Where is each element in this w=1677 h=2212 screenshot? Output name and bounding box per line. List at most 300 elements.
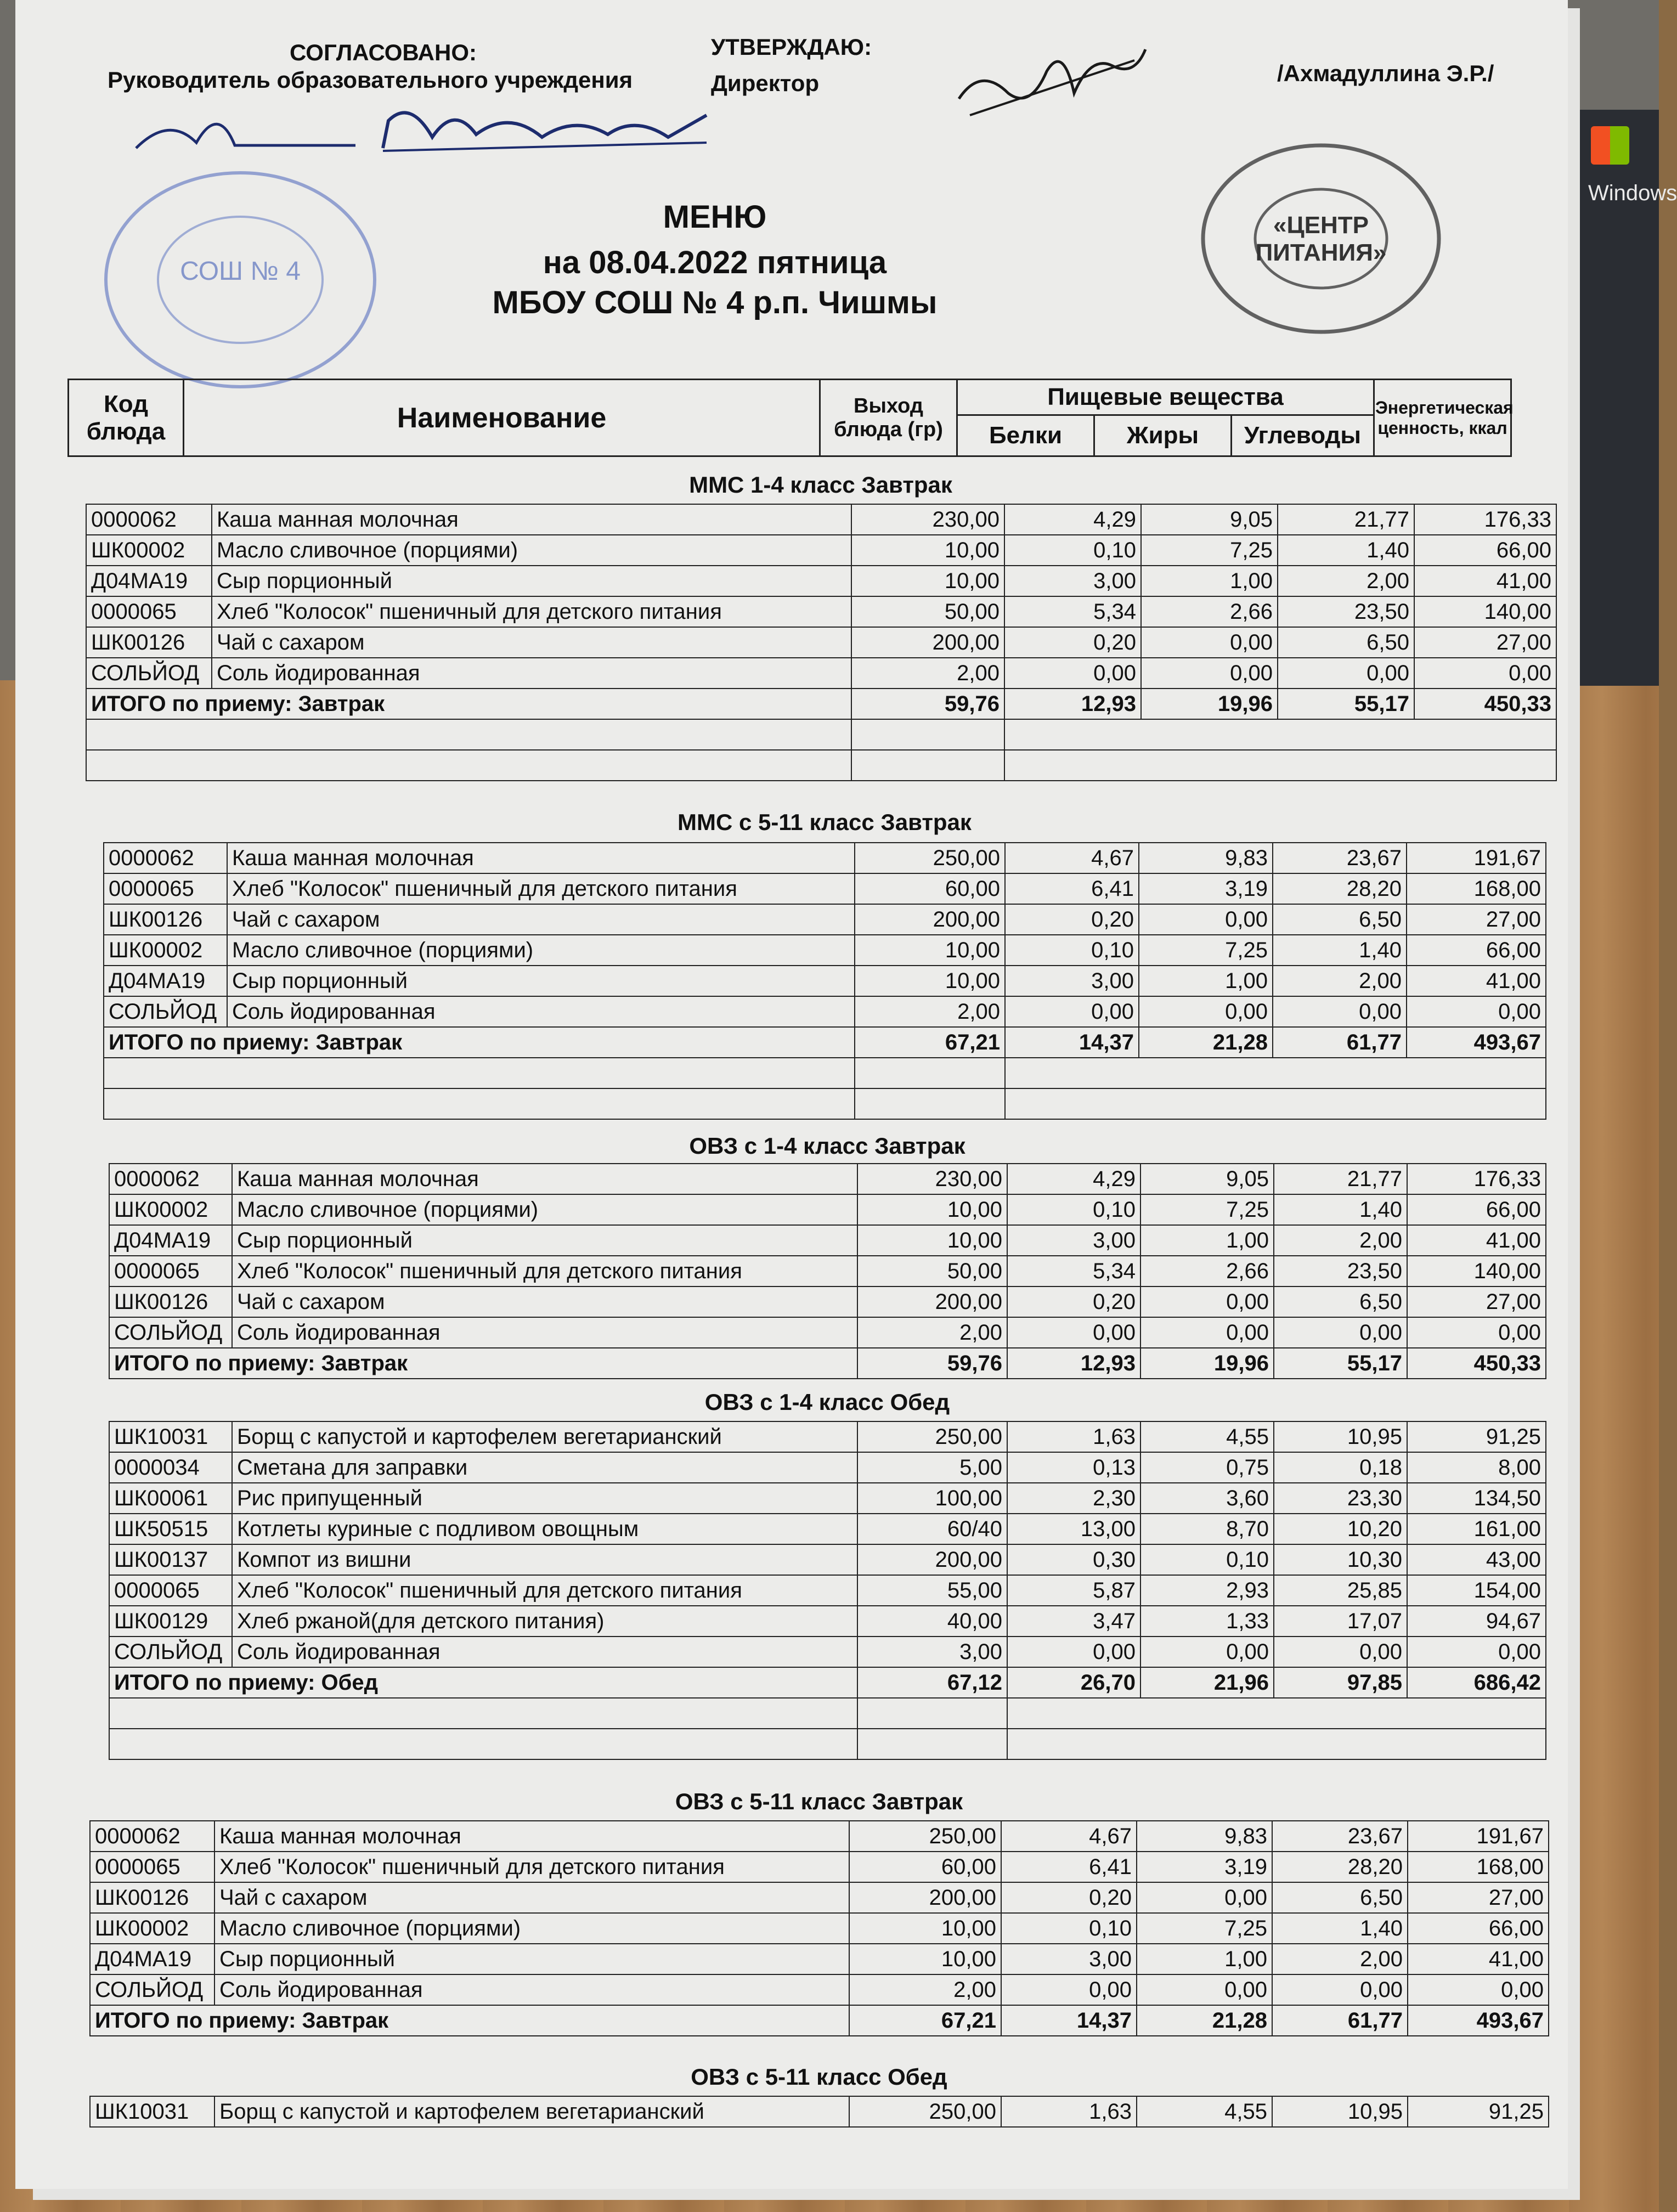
dish-carbs: 10,20	[1274, 1514, 1407, 1544]
dish-yield: 250,00	[855, 843, 1005, 873]
total-row	[109, 1348, 1546, 1379]
dish-protein: 6,41	[1005, 873, 1139, 904]
dish-fat: 2,66	[1141, 596, 1278, 627]
dish-name: Соль йодированная	[232, 1317, 857, 1348]
dish-code: ШК00002	[109, 1194, 232, 1225]
dish-fat: 2,66	[1140, 1256, 1274, 1286]
dish-energy: 41,00	[1407, 1225, 1546, 1256]
dish-energy: 140,00	[1414, 596, 1556, 627]
stamp-right-text-top: «ЦЕНТР	[1273, 212, 1369, 239]
dish-code: СОЛЬЙОД	[104, 996, 227, 1027]
dish-protein: 0,10	[1005, 935, 1139, 966]
table-row	[86, 535, 1556, 566]
dish-protein: 0,00	[1004, 658, 1141, 689]
dish-carbs: 25,85	[1274, 1575, 1407, 1606]
table-row	[109, 1194, 1546, 1225]
dish-name: Борщ с капустой и картофелем вегетарианский	[214, 2096, 849, 2127]
col-fat: Жиры	[1094, 415, 1232, 456]
dish-yield: 10,00	[851, 535, 1004, 566]
dish-name: Чай с сахаром	[214, 1882, 849, 1913]
dish-code: ШК00126	[86, 627, 212, 658]
dish-name: Хлеб ржаной(для детского питания)	[232, 1606, 857, 1637]
dish-yield: 230,00	[851, 504, 1004, 535]
dish-name: Сметана для заправки	[232, 1452, 857, 1483]
dish-yield: 10,00	[857, 1225, 1007, 1256]
dish-name: Сыр порционный	[232, 1225, 857, 1256]
dish-name: Масло сливочное (порциями)	[227, 935, 855, 966]
table-row	[86, 658, 1556, 689]
dish-fat: 0,00	[1141, 658, 1278, 689]
dish-name: Чай с сахаром	[212, 627, 851, 658]
dish-protein: 0,20	[1007, 1286, 1140, 1317]
dish-name: Хлеб "Колосок" пшеничный для детского питания	[212, 596, 851, 627]
total-yield: 67,21	[849, 2005, 1001, 2036]
dish-yield: 10,00	[851, 566, 1004, 596]
empty-row	[104, 1058, 1546, 1088]
total-fat: 19,96	[1140, 1348, 1274, 1379]
dish-fat: 4,55	[1140, 1421, 1274, 1452]
dish-yield: 200,00	[855, 904, 1005, 935]
dish-protein: 0,00	[1007, 1317, 1140, 1348]
dish-carbs: 23,50	[1278, 596, 1414, 627]
dish-name: Хлеб "Колосок" пшеничный для детского питания	[227, 873, 855, 904]
dish-energy: 168,00	[1408, 1852, 1549, 1882]
empty-row	[109, 1698, 1546, 1729]
dish-energy: 176,33	[1414, 504, 1556, 535]
dish-protein: 2,30	[1007, 1483, 1140, 1514]
total-row	[90, 2005, 1549, 2036]
approve-label: УТВЕРЖДАЮ:	[711, 34, 872, 60]
dish-code: ШК00002	[90, 1913, 214, 1944]
dish-fat: 3,60	[1140, 1483, 1274, 1514]
dish-code: 0000062	[86, 504, 212, 535]
dish-carbs: 21,77	[1274, 1164, 1407, 1194]
dish-name: Чай с сахаром	[227, 904, 855, 935]
table-row	[90, 1852, 1549, 1882]
dish-fat: 0,00	[1140, 1637, 1274, 1667]
dish-protein: 6,41	[1001, 1852, 1137, 1882]
dish-energy: 27,00	[1407, 904, 1546, 935]
table-row	[90, 1944, 1549, 1974]
dish-yield: 2,00	[857, 1317, 1007, 1348]
total-yield: 67,12	[857, 1667, 1007, 1698]
dish-carbs: 1,40	[1274, 1194, 1407, 1225]
dish-name: Каша манная молочная	[214, 1821, 849, 1852]
total-row	[86, 689, 1556, 719]
col-name: Наименование	[184, 380, 820, 456]
dish-yield: 100,00	[857, 1483, 1007, 1514]
section-title: ОВЗ с 1-4 класс Завтрак	[689, 1133, 965, 1159]
dish-protein: 0,20	[1001, 1882, 1137, 1913]
dish-fat: 0,00	[1140, 1317, 1274, 1348]
dish-code: ШК00002	[104, 935, 227, 966]
director-label: Директор	[711, 70, 820, 96]
dish-fat: 3,19	[1137, 1852, 1272, 1882]
dish-energy: 176,33	[1407, 1164, 1546, 1194]
total-label: ИТОГО по приему: Завтрак	[109, 1348, 857, 1379]
column-header	[67, 379, 1512, 457]
section-table	[89, 2096, 1549, 2128]
total-energy: 686,42	[1407, 1667, 1546, 1698]
dish-yield: 230,00	[857, 1164, 1007, 1194]
dish-energy: 41,00	[1407, 966, 1546, 996]
dish-protein: 0,30	[1007, 1544, 1140, 1575]
dish-carbs: 23,67	[1272, 1821, 1408, 1852]
dish-carbs: 6,50	[1273, 904, 1407, 935]
section-title: ММС с 5-11 класс Завтрак	[677, 809, 972, 835]
dish-fat: 3,19	[1139, 873, 1273, 904]
dish-energy: 91,25	[1408, 2096, 1549, 2127]
dish-fat: 9,83	[1139, 843, 1273, 873]
windows-label: Windows	[1588, 181, 1677, 205]
dish-energy: 91,25	[1407, 1421, 1546, 1452]
dish-fat: 8,70	[1140, 1514, 1274, 1544]
dish-protein: 5,34	[1007, 1256, 1140, 1286]
dish-carbs: 28,20	[1272, 1852, 1408, 1882]
dish-fat: 0,00	[1137, 1882, 1272, 1913]
dish-name: Хлеб "Колосок" пшеничный для детского питания	[232, 1256, 857, 1286]
dish-yield: 200,00	[851, 627, 1004, 658]
stamp-right-text-bottom: ПИТАНИЯ»	[1255, 239, 1387, 266]
dish-carbs: 6,50	[1272, 1882, 1408, 1913]
total-yield: 59,76	[857, 1348, 1007, 1379]
stamp-left-text: СОШ № 4	[180, 257, 301, 286]
dish-fat: 4,55	[1137, 2096, 1272, 2127]
dish-code: ШК00002	[86, 535, 212, 566]
dish-yield: 50,00	[851, 596, 1004, 627]
dish-fat: 7,25	[1139, 935, 1273, 966]
dish-code: ШК00137	[109, 1544, 232, 1575]
dish-fat: 9,05	[1140, 1164, 1274, 1194]
dish-protein: 4,67	[1005, 843, 1139, 873]
dish-yield: 200,00	[857, 1544, 1007, 1575]
dish-fat: 0,75	[1140, 1452, 1274, 1483]
dish-code: Д04МА19	[104, 966, 227, 996]
dish-carbs: 23,30	[1274, 1483, 1407, 1514]
total-row	[104, 1027, 1546, 1058]
table-row	[104, 843, 1546, 873]
dish-carbs: 1,40	[1272, 1913, 1408, 1944]
dish-protein: 0,10	[1007, 1194, 1140, 1225]
table-row	[86, 504, 1556, 535]
dish-energy: 66,00	[1414, 535, 1556, 566]
dish-protein: 4,29	[1007, 1164, 1140, 1194]
table-row	[109, 1164, 1546, 1194]
dish-yield: 60,00	[849, 1852, 1001, 1882]
dish-carbs: 2,00	[1274, 1225, 1407, 1256]
total-carbs: 55,17	[1274, 1348, 1407, 1379]
dish-carbs: 2,00	[1273, 966, 1407, 996]
total-label: ИТОГО по приему: Завтрак	[90, 2005, 849, 2036]
dish-carbs: 28,20	[1273, 873, 1407, 904]
dish-energy: 0,00	[1408, 1974, 1549, 2005]
dish-code: Д04МА19	[109, 1225, 232, 1256]
dish-energy: 41,00	[1408, 1944, 1549, 1974]
dish-yield: 250,00	[857, 1421, 1007, 1452]
table-row	[109, 1483, 1546, 1514]
dish-name: Каша манная молочная	[232, 1164, 857, 1194]
dish-fat: 1,00	[1140, 1225, 1274, 1256]
menu-page	[15, 0, 1568, 2189]
table-row	[90, 1913, 1549, 1944]
dish-code: СОЛЬЙОД	[86, 658, 212, 689]
table-row	[109, 1256, 1546, 1286]
dish-carbs: 0,00	[1274, 1637, 1407, 1667]
col-carbs: Углеводы	[1232, 415, 1374, 456]
dish-name: Масло сливочное (порциями)	[212, 535, 851, 566]
dish-name: Соль йодированная	[212, 658, 851, 689]
table-row	[109, 1286, 1546, 1317]
dish-carbs: 0,00	[1273, 996, 1407, 1027]
table-row	[109, 1317, 1546, 1348]
dish-code: 0000062	[90, 1821, 214, 1852]
table-row	[104, 873, 1546, 904]
dish-code: 0000062	[109, 1164, 232, 1194]
total-label: ИТОГО по приему: Завтрак	[104, 1027, 855, 1058]
total-yield: 67,21	[855, 1027, 1005, 1058]
section-table	[89, 1820, 1549, 2036]
total-protein: 14,37	[1001, 2005, 1137, 2036]
total-energy: 493,67	[1408, 2005, 1549, 2036]
dish-carbs: 0,00	[1272, 1974, 1408, 2005]
dish-energy: 161,00	[1407, 1514, 1546, 1544]
dish-fat: 0,00	[1137, 1974, 1272, 2005]
dish-energy: 191,67	[1407, 843, 1546, 873]
dish-name: Масло сливочное (порциями)	[214, 1913, 849, 1944]
dish-fat: 0,00	[1139, 996, 1273, 1027]
dish-fat: 0,10	[1140, 1544, 1274, 1575]
dish-protein: 0,20	[1004, 627, 1141, 658]
dish-code: 0000062	[104, 843, 227, 873]
dish-code: Д04МА19	[90, 1944, 214, 1974]
dish-energy: 27,00	[1414, 627, 1556, 658]
total-label: ИТОГО по приему: Завтрак	[86, 689, 851, 719]
dish-protein: 5,87	[1007, 1575, 1140, 1606]
dish-energy: 0,00	[1407, 1317, 1546, 1348]
dish-fat: 9,83	[1137, 1821, 1272, 1852]
dish-energy: 66,00	[1407, 1194, 1546, 1225]
total-carbs: 61,77	[1273, 1027, 1407, 1058]
dish-code: 0000065	[86, 596, 212, 627]
dish-name: Каша манная молочная	[227, 843, 855, 873]
dish-protein: 5,34	[1004, 596, 1141, 627]
windows-logo-icon	[1591, 126, 1629, 165]
section-title: ММС 1-4 класс Завтрак	[689, 472, 952, 498]
dish-code: Д04МА19	[86, 566, 212, 596]
dish-code: СОЛЬЙОД	[109, 1637, 232, 1667]
dish-energy: 191,67	[1408, 1821, 1549, 1852]
section-table	[109, 1421, 1546, 1760]
dish-yield: 10,00	[849, 1944, 1001, 1974]
table-row	[86, 627, 1556, 658]
dish-fat: 7,25	[1140, 1194, 1274, 1225]
total-protein: 26,70	[1007, 1667, 1140, 1698]
dish-fat: 1,00	[1141, 566, 1278, 596]
dish-yield: 3,00	[857, 1637, 1007, 1667]
signature-left	[125, 82, 718, 165]
total-energy: 450,33	[1414, 689, 1556, 719]
dish-yield: 5,00	[857, 1452, 1007, 1483]
empty-row	[86, 750, 1556, 781]
empty-row	[86, 719, 1556, 750]
total-carbs: 55,17	[1278, 689, 1414, 719]
dish-protein: 0,00	[1001, 1974, 1137, 2005]
dish-protein: 13,00	[1007, 1514, 1140, 1544]
section-title: ОВЗ с 5-11 класс Завтрак	[675, 1788, 963, 1814]
table-row	[109, 1637, 1546, 1667]
dish-yield: 200,00	[857, 1286, 1007, 1317]
dish-yield: 10,00	[857, 1194, 1007, 1225]
col-yield: Выход блюда (гр)	[820, 380, 957, 456]
dish-yield: 40,00	[857, 1606, 1007, 1637]
dish-name: Котлеты куриные с подливом овощным	[232, 1514, 857, 1544]
dish-code: ШК00126	[90, 1882, 214, 1913]
dish-code: ШК10031	[90, 2096, 214, 2127]
dish-name: Компот из вишни	[232, 1544, 857, 1575]
dish-name: Хлеб "Колосок" пшеничный для детского питания	[214, 1852, 849, 1882]
table-row	[109, 1421, 1546, 1452]
dish-yield: 250,00	[849, 1821, 1001, 1852]
total-row	[109, 1667, 1546, 1698]
total-label: ИТОГО по приему: Обед	[109, 1667, 857, 1698]
dish-yield: 2,00	[849, 1974, 1001, 2005]
dish-carbs: 23,67	[1273, 843, 1407, 873]
dish-protein: 0,13	[1007, 1452, 1140, 1483]
dish-energy: 66,00	[1407, 935, 1546, 966]
dish-code: 0000065	[109, 1256, 232, 1286]
dish-name: Соль йодированная	[232, 1637, 857, 1667]
dish-fat: 1,33	[1140, 1606, 1274, 1637]
table-row	[104, 904, 1546, 935]
dish-protein: 3,00	[1007, 1225, 1140, 1256]
dish-fat: 1,00	[1139, 966, 1273, 996]
dish-protein: 1,63	[1001, 2096, 1137, 2127]
section-table	[86, 504, 1557, 781]
dish-name: Борщ с капустой и картофелем вегетарианский	[232, 1421, 857, 1452]
school-name: МБОУ СОШ № 4 р.п. Чишмы	[492, 285, 938, 320]
dish-yield: 50,00	[857, 1256, 1007, 1286]
dish-carbs: 2,00	[1272, 1944, 1408, 1974]
dish-code: СОЛЬЙОД	[109, 1317, 232, 1348]
dish-yield: 60/40	[857, 1514, 1007, 1544]
dish-fat: 0,00	[1139, 904, 1273, 935]
menu-title: МЕНЮ	[663, 199, 767, 235]
dish-energy: 168,00	[1407, 873, 1546, 904]
dish-fat: 2,93	[1140, 1575, 1274, 1606]
dish-code: 0000065	[109, 1575, 232, 1606]
menu-date: на 08.04.2022 пятница	[543, 245, 887, 280]
dish-carbs: 23,50	[1274, 1256, 1407, 1286]
total-protein: 12,93	[1004, 689, 1141, 719]
dish-fat: 0,00	[1140, 1286, 1274, 1317]
dish-code: 0000065	[90, 1852, 214, 1882]
table-row	[86, 596, 1556, 627]
table-row	[109, 1575, 1546, 1606]
table-row	[109, 1225, 1546, 1256]
dish-protein: 0,20	[1005, 904, 1139, 935]
dish-protein: 3,00	[1001, 1944, 1137, 1974]
table-row	[109, 1544, 1546, 1575]
col-energy: Энергетическая ценность, ккал	[1374, 380, 1511, 456]
dish-fat: 1,00	[1137, 1944, 1272, 1974]
table-row	[90, 1882, 1549, 1913]
total-carbs: 61,77	[1272, 2005, 1408, 2036]
section-table	[109, 1163, 1546, 1379]
dish-name: Рис припущенный	[232, 1483, 857, 1514]
col-nutrients: Пищевые вещества	[957, 380, 1374, 415]
dish-energy: 41,00	[1414, 566, 1556, 596]
agreed-label: СОГЛАСОВАНО:	[290, 40, 477, 65]
dish-carbs: 10,95	[1274, 1421, 1407, 1452]
table-row	[104, 966, 1546, 996]
dish-carbs: 21,77	[1278, 504, 1414, 535]
dish-name: Соль йодированная	[214, 1974, 849, 2005]
dish-protein: 0,00	[1005, 996, 1139, 1027]
dish-protein: 3,47	[1007, 1606, 1140, 1637]
total-fat: 19,96	[1141, 689, 1278, 719]
dish-carbs: 10,30	[1274, 1544, 1407, 1575]
dish-name: Каша манная молочная	[212, 504, 851, 535]
dish-energy: 8,00	[1407, 1452, 1546, 1483]
dish-carbs: 0,00	[1278, 658, 1414, 689]
dish-carbs: 6,50	[1274, 1286, 1407, 1317]
dish-carbs: 0,00	[1274, 1317, 1407, 1348]
dish-energy: 140,00	[1407, 1256, 1546, 1286]
dish-energy: 0,00	[1407, 996, 1546, 1027]
section-title: ОВЗ с 1-4 класс Обед	[704, 1389, 950, 1415]
dish-name: Хлеб "Колосок" пшеничный для детского питания	[232, 1575, 857, 1606]
dish-code: 0000065	[104, 873, 227, 904]
dish-name: Сыр порционный	[214, 1944, 849, 1974]
dish-fat: 7,25	[1141, 535, 1278, 566]
dish-energy: 0,00	[1414, 658, 1556, 689]
table-row	[104, 935, 1546, 966]
dish-code: ШК50515	[109, 1514, 232, 1544]
table-row	[104, 996, 1546, 1027]
dish-code: ШК00129	[109, 1606, 232, 1637]
dish-energy: 66,00	[1408, 1913, 1549, 1944]
total-energy: 450,33	[1407, 1348, 1546, 1379]
dish-energy: 134,50	[1407, 1483, 1546, 1514]
dish-protein: 0,00	[1007, 1637, 1140, 1667]
dish-yield: 55,00	[857, 1575, 1007, 1606]
dish-yield: 250,00	[849, 2096, 1001, 2127]
dish-protein: 0,10	[1001, 1913, 1137, 1944]
empty-row	[104, 1088, 1546, 1119]
dish-carbs: 2,00	[1278, 566, 1414, 596]
dish-fat: 7,25	[1137, 1913, 1272, 1944]
dish-fat: 9,05	[1141, 504, 1278, 535]
table-row	[109, 1606, 1546, 1637]
table-row	[86, 566, 1556, 596]
agreed-by-label: Руководитель образовательного учреждения	[108, 67, 633, 93]
table-row	[109, 1452, 1546, 1483]
table-row	[90, 2096, 1549, 2127]
section-table	[103, 842, 1546, 1120]
total-protein: 12,93	[1007, 1348, 1140, 1379]
dish-carbs: 6,50	[1278, 627, 1414, 658]
dish-code: ШК00126	[109, 1286, 232, 1317]
col-protein: Белки	[957, 415, 1094, 456]
dish-code: СОЛЬЙОД	[90, 1974, 214, 2005]
total-yield: 59,76	[851, 689, 1004, 719]
dish-yield: 2,00	[855, 996, 1005, 1027]
dish-name: Соль йодированная	[227, 996, 855, 1027]
total-energy: 493,67	[1407, 1027, 1546, 1058]
director-name: /Ахмадуллина Э.Р./	[1277, 60, 1494, 86]
dish-energy: 27,00	[1407, 1286, 1546, 1317]
dish-protein: 3,00	[1004, 566, 1141, 596]
